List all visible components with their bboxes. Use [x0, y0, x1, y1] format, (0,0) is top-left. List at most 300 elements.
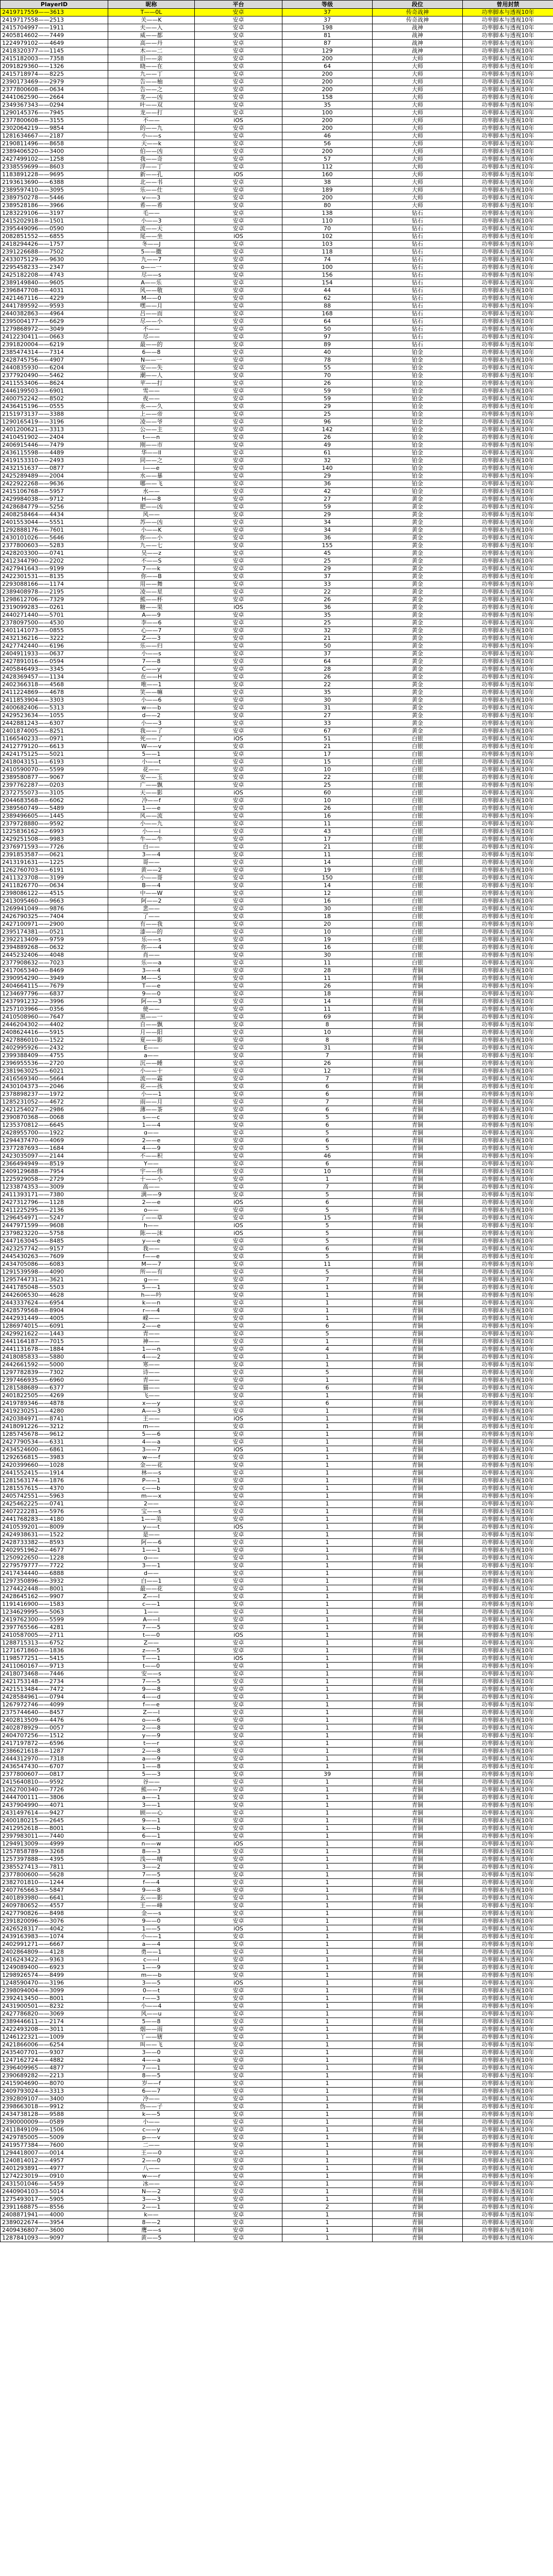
cell-level: 37 [282, 9, 373, 16]
cell-level: 1 [282, 2010, 373, 2018]
table-row [1, 2196, 553, 2204]
cell-platform: 安卓 [195, 1183, 282, 1191]
cell-rank: 青铜 [373, 1802, 463, 1809]
cell-rank: 青铜 [373, 1809, 463, 1817]
cell-rank: 白银 [373, 936, 463, 944]
cell-level: 1 [282, 1616, 373, 1624]
cell-platform: 安卓 [195, 1214, 282, 1222]
cell-platform: 安卓 [195, 2196, 282, 2204]
cell-ban-reason: 功率脚本与透视10年 [463, 1477, 553, 1485]
cell-platform: iOS [195, 171, 282, 179]
cell-rank: 青铜 [373, 1454, 463, 1462]
cell-nickname: 吴——z [108, 550, 195, 557]
cell-platform: 安卓 [195, 1083, 282, 1091]
cell-rank: 青铜 [373, 1585, 463, 1593]
table-row [1, 465, 553, 472]
cell-nickname: 华——ll [108, 449, 195, 457]
cell-platform: 安卓 [195, 681, 282, 689]
cell-platform: 安卓 [195, 426, 282, 434]
cell-platform: 安卓 [195, 1601, 282, 1608]
cell-platform: 安卓 [195, 1245, 282, 1253]
cell-player-id: 1234697796——6837 [1, 990, 108, 998]
cell-level: 6 [282, 1323, 373, 1330]
table-row [1, 751, 553, 758]
cell-nickname: 烟——雨 [108, 2026, 195, 2033]
cell-ban-reason: 功率脚本与透视10年 [463, 1153, 553, 1160]
cell-platform: 安卓 [195, 1724, 282, 1732]
cell-platform: 安卓 [195, 132, 282, 140]
cell-platform: iOS [195, 1230, 282, 1238]
cell-nickname: 安——玉 [108, 774, 195, 782]
cell-platform: 安卓 [195, 1701, 282, 1709]
cell-level: 32 [282, 627, 373, 635]
table-row [1, 588, 553, 596]
cell-level: 1 [282, 1523, 373, 1531]
table-row [1, 1778, 553, 1786]
cell-platform: 安卓 [195, 1299, 282, 1307]
cell-platform: 安卓 [195, 1670, 282, 1678]
cell-nickname: 尽——s [108, 272, 195, 279]
cell-level: 61 [282, 449, 373, 457]
cell-ban-reason: 功率脚本与透视10年 [463, 1724, 553, 1732]
cell-player-id: 2390689282——2213 [1, 2072, 108, 2080]
cell-platform: 安卓 [195, 1392, 282, 1400]
table-row [1, 71, 553, 78]
cell-nickname: 5——1 [108, 1284, 195, 1292]
cell-player-id: 2425182208——4743 [1, 272, 108, 279]
cell-ban-reason: 功率脚本与透视10年 [463, 2234, 553, 2242]
cell-platform: 安卓 [195, 1918, 282, 1925]
cell-platform: 安卓 [195, 851, 282, 859]
cell-rank: 青铜 [373, 967, 463, 975]
table-row [1, 990, 553, 998]
cell-ban-reason: 功率脚本与透视10年 [463, 1160, 553, 1168]
cell-ban-reason: 功率脚本与透视10年 [463, 1964, 553, 1972]
cell-rank: 钻石 [373, 295, 463, 302]
cell-player-id: 1281557615——4370 [1, 1485, 108, 1493]
cell-platform: 安卓 [195, 2033, 282, 2041]
cell-ban-reason: 功率脚本与透视10年 [463, 1871, 553, 1879]
cell-player-id: 2419577384——7600 [1, 2142, 108, 2149]
cell-nickname: a——4 [108, 1941, 195, 1948]
table-row [1, 302, 553, 310]
cell-rank: 青铜 [373, 1562, 463, 1570]
cell-platform: 安卓 [195, 1307, 282, 1315]
cell-platform: 安卓 [195, 1717, 282, 1724]
cell-nickname: 牛——牛 [108, 836, 195, 843]
cell-rank: 青铜 [373, 2234, 463, 2242]
cell-rank: 铂金 [373, 387, 463, 395]
cell-nickname: y——e [108, 1238, 195, 1245]
cell-ban-reason: 功率脚本与透视10年 [463, 1083, 553, 1091]
cell-rank: 青铜 [373, 1052, 463, 1060]
cell-player-id: 2377800608——0634 [1, 86, 108, 94]
cell-ban-reason: 功率脚本与透视10年 [463, 2204, 553, 2211]
cell-nickname: 公——主 [108, 426, 195, 434]
cell-player-id: 2434738128——9588 [1, 2111, 108, 2119]
table-row [1, 627, 553, 635]
table-row [1, 1261, 553, 1268]
cell-ban-reason: 功率脚本与透视10年 [463, 1284, 553, 1292]
table-row [1, 2180, 553, 2188]
cell-player-id: 2378097500——4530 [1, 619, 108, 627]
cell-rank: 青铜 [373, 1284, 463, 1292]
cell-nickname: 不—— [108, 326, 195, 333]
cell-rank: 黄金 [373, 704, 463, 712]
cell-rank: 大师 [373, 94, 463, 101]
cell-level: 1 [282, 1748, 373, 1755]
cell-rank: 青铜 [373, 2180, 463, 2188]
cell-level: 25 [282, 782, 373, 789]
cell-nickname: 的——九 [108, 125, 195, 132]
cell-nickname: 4——9 [108, 1145, 195, 1153]
cell-platform: 安卓 [195, 1809, 282, 1817]
cell-player-id: 1183891228——9695 [1, 171, 108, 179]
cell-player-id: 2406915446——7479 [1, 442, 108, 449]
cell-level: 5 [282, 1129, 373, 1137]
cell-ban-reason: 功率脚本与透视10年 [463, 1624, 553, 1632]
cell-rank: 大师 [373, 117, 463, 125]
table-row [1, 16, 553, 24]
cell-rank: 青铜 [373, 2188, 463, 2196]
table-row [1, 357, 553, 364]
cell-platform: 安卓 [195, 1531, 282, 1539]
cell-nickname: 尽—— [108, 333, 195, 341]
cell-player-id: 2408624416——5915 [1, 1029, 108, 1037]
cell-level: 1 [282, 1655, 373, 1663]
cell-level: 30 [282, 905, 373, 913]
table-row [1, 202, 553, 210]
cell-rank: 青铜 [373, 982, 463, 990]
cell-level: 10 [282, 1029, 373, 1037]
cell-player-id: 2412779120——6613 [1, 743, 108, 751]
cell-rank: 青铜 [373, 1013, 463, 1021]
cell-nickname: 同——之 [108, 457, 195, 465]
cell-player-id: 2428733382——8593 [1, 1539, 108, 1547]
cell-platform: 安卓 [195, 78, 282, 86]
cell-nickname: 你——小 [108, 534, 195, 542]
cell-rank: 青铜 [373, 1106, 463, 1114]
cell-level: 87 [282, 40, 373, 47]
cell-platform: 安卓 [195, 727, 282, 735]
cell-player-id: 2421467116——4229 [1, 295, 108, 302]
cell-platform: 安卓 [195, 913, 282, 921]
cell-rank: 青铜 [373, 2026, 463, 2033]
cell-nickname: 冷——f [108, 797, 195, 805]
cell-player-id: 2279579777——7722 [1, 1562, 108, 1570]
cell-level: 1 [282, 1701, 373, 1709]
cell-ban-reason: 功率脚本与透视10年 [463, 573, 553, 581]
cell-ban-reason: 功率脚本与透视10年 [463, 1562, 553, 1570]
cell-nickname: H——8 [108, 496, 195, 503]
cell-level: 1 [282, 1956, 373, 1964]
table-row [1, 2003, 553, 2010]
cell-rank: 青铜 [373, 1493, 463, 1500]
cell-nickname: w——r [108, 2173, 195, 2180]
cell-player-id: 2404911933——0637 [1, 650, 108, 658]
cell-player-id: 2412230411——0663 [1, 333, 108, 341]
cell-platform: iOS [195, 1523, 282, 1531]
cell-platform: 安卓 [195, 1608, 282, 1616]
cell-nickname: 用——舞 [108, 581, 195, 588]
cell-nickname: 3——2 [108, 1863, 195, 1871]
cell-platform: 安卓 [195, 40, 282, 47]
cell-level: 1 [282, 1392, 373, 1400]
cell-rank: 白银 [373, 805, 463, 812]
cell-player-id: 2419230251——4280 [1, 1408, 108, 1415]
cell-level: 50 [282, 642, 373, 650]
cell-player-id: 2436547430——6707 [1, 1763, 108, 1771]
table-row [1, 1029, 553, 1037]
cell-player-id: 2382701810——1244 [1, 1879, 108, 1887]
table-row [1, 101, 553, 109]
cell-nickname: 1——4 [108, 1122, 195, 1129]
cell-nickname: 小——3 [108, 217, 195, 225]
cell-level: 200 [282, 78, 373, 86]
cell-ban-reason: 功率脚本与透视10年 [463, 1129, 553, 1137]
cell-rank: 黄金 [373, 712, 463, 720]
cell-ban-reason: 功率脚本与透视10年 [463, 1369, 553, 1377]
cell-ban-reason: 功率脚本与透视10年 [463, 1778, 553, 1786]
cell-nickname: 嵘—— [108, 1315, 195, 1323]
cell-ban-reason: 功率脚本与透视10年 [463, 1632, 553, 1639]
cell-rank: 铂金 [373, 442, 463, 449]
cell-level: 1 [282, 1608, 373, 1616]
table-row [1, 612, 553, 619]
cell-ban-reason: 功率脚本与透视10年 [463, 1268, 553, 1276]
cell-player-id: 2082851552——6855 [1, 233, 108, 241]
table-row [1, 457, 553, 465]
cell-nickname: 哪——飞 [108, 480, 195, 488]
cell-nickname: 黄——5 [108, 2234, 195, 2242]
cell-platform: 安卓 [195, 272, 282, 279]
table-row [1, 658, 553, 666]
cell-platform: 安卓 [195, 1137, 282, 1145]
cell-rank: 青铜 [373, 1941, 463, 1948]
table-row [1, 264, 553, 272]
cell-nickname: f——e [108, 1253, 195, 1261]
cell-level: 27 [282, 712, 373, 720]
cell-nickname: 黑——一 [108, 1013, 195, 1021]
table-row [1, 1508, 553, 1516]
cell-nickname: 王—— [108, 1415, 195, 1423]
cell-level: 25 [282, 619, 373, 627]
table-row [1, 1377, 553, 1384]
cell-player-id: 2402813509——4476 [1, 1717, 108, 1724]
cell-rank: 青铜 [373, 2072, 463, 2080]
cell-ban-reason: 功率脚本与透视10年 [463, 1956, 553, 1964]
cell-ban-reason: 功率脚本与透视10年 [463, 1431, 553, 1438]
cell-rank: 白银 [373, 782, 463, 789]
cell-nickname: t——0 [108, 1632, 195, 1639]
cell-player-id: 2415704997——1911 [1, 24, 108, 32]
cell-level: 1 [282, 1817, 373, 1825]
table-row [1, 2095, 553, 2103]
cell-player-id: 2378898237——1972 [1, 1091, 108, 1098]
table-row [1, 534, 553, 542]
cell-nickname: g—— [108, 1276, 195, 1284]
cell-player-id: 1249089400——6923 [1, 1964, 108, 1972]
cell-level: 1 [282, 1284, 373, 1292]
cell-nickname: x——y [108, 1400, 195, 1408]
cell-level: 1 [282, 1469, 373, 1477]
cell-ban-reason: 功率脚本与透视10年 [463, 71, 553, 78]
cell-ban-reason: 功率脚本与透视10年 [463, 1323, 553, 1330]
cell-nickname: a—— [108, 1052, 195, 1060]
cell-nickname: 4——2 [108, 1353, 195, 1361]
cell-ban-reason: 功率脚本与透视10年 [463, 55, 553, 63]
table-row [1, 1438, 553, 1446]
table-row [1, 1052, 553, 1060]
cell-platform: 安卓 [195, 534, 282, 542]
cell-level: 25 [282, 557, 373, 565]
cell-nickname: Z——3 [108, 635, 195, 642]
cell-level: 1 [282, 2180, 373, 2188]
cell-nickname: M——7 [108, 1261, 195, 1268]
cell-nickname: 金——s [108, 1910, 195, 1918]
table-row [1, 86, 553, 94]
cell-player-id: 2385474314——7314 [1, 349, 108, 357]
cell-ban-reason: 功率脚本与透视10年 [463, 1670, 553, 1678]
cell-platform: 安卓 [195, 1462, 282, 1469]
table-row [1, 1639, 553, 1647]
cell-player-id: 2426528317——4042 [1, 1925, 108, 1933]
cell-ban-reason: 功率脚本与透视10年 [463, 1547, 553, 1554]
table-row [1, 967, 553, 975]
cell-level: 55 [282, 364, 373, 372]
cell-level: 1 [282, 1570, 373, 1578]
cell-nickname: 3——1 [108, 1802, 195, 1809]
cell-ban-reason: 功率脚本与透视10年 [463, 851, 553, 859]
cell-level: 70 [282, 225, 373, 233]
cell-rank: 钻石 [373, 318, 463, 326]
header-level: 等级 [282, 1, 373, 9]
cell-nickname: 小——3 [108, 720, 195, 727]
cell-player-id: 2418320377——1145 [1, 47, 108, 55]
cell-nickname: r——4 [108, 1307, 195, 1315]
table-row [1, 1253, 553, 1261]
cell-ban-reason: 功率脚本与透视10年 [463, 1253, 553, 1261]
cell-player-id: 2420399660——1028 [1, 1462, 108, 1469]
table-row [1, 403, 553, 411]
cell-level: 1 [282, 2041, 373, 2049]
cell-ban-reason: 功率脚本与透视10年 [463, 279, 553, 287]
cell-ban-reason: 功率脚本与透视10年 [463, 387, 553, 395]
cell-platform: 安卓 [195, 210, 282, 217]
table-row [1, 874, 553, 882]
cell-ban-reason: 功率脚本与透视10年 [463, 434, 553, 442]
table-row [1, 573, 553, 581]
cell-ban-reason: 功率脚本与透视10年 [463, 333, 553, 341]
cell-nickname: 白——1 [108, 1578, 195, 1585]
cell-rank: 青铜 [373, 2057, 463, 2064]
table-row [1, 1894, 553, 1902]
cell-level: 97 [282, 333, 373, 341]
cell-ban-reason: 功率脚本与透视10年 [463, 2227, 553, 2234]
cell-level: 26 [282, 805, 373, 812]
table-row [1, 2134, 553, 2142]
cell-ban-reason: 功率脚本与透视10年 [463, 882, 553, 890]
cell-rank: 青铜 [373, 1670, 463, 1678]
cell-platform: 安卓 [195, 140, 282, 148]
cell-platform: 安卓 [195, 1748, 282, 1755]
cell-rank: 青铜 [373, 1462, 463, 1469]
cell-platform: 安卓 [195, 897, 282, 905]
cell-rank: 钻石 [373, 333, 463, 341]
cell-player-id: 1281588689——6377 [1, 1384, 108, 1392]
table-row [1, 1338, 553, 1346]
cell-nickname: 3——1 [108, 1562, 195, 1570]
cell-platform: 安卓 [195, 1323, 282, 1330]
cell-rank: 黄金 [373, 650, 463, 658]
cell-rank: 青铜 [373, 1153, 463, 1160]
cell-level: 5 [282, 1238, 373, 1245]
table-row [1, 32, 553, 40]
table-row [1, 1423, 553, 1431]
cell-ban-reason: 功率脚本与透视10年 [463, 395, 553, 403]
cell-platform: 安卓 [195, 2103, 282, 2111]
cell-platform: 安卓 [195, 666, 282, 673]
cell-nickname: 8——5 [108, 2072, 195, 2080]
cell-player-id: 2429523634——1055 [1, 712, 108, 720]
cell-level: 1 [282, 2196, 373, 2204]
cell-ban-reason: 功率脚本与透视10年 [463, 1299, 553, 1307]
cell-rank: 青铜 [373, 1887, 463, 1894]
cell-ban-reason: 功率脚本与透视10年 [463, 758, 553, 766]
cell-platform: 安卓 [195, 1755, 282, 1763]
cell-ban-reason: 功率脚本与透视10年 [463, 1361, 553, 1369]
cell-level: 16 [282, 944, 373, 952]
table-row [1, 1037, 553, 1044]
table-row [1, 1848, 553, 1856]
cell-ban-reason: 功率脚本与透视10年 [463, 1809, 553, 1817]
cell-platform: 安卓 [195, 1778, 282, 1786]
cell-platform: 安卓 [195, 248, 282, 256]
cell-rank: 青铜 [373, 1608, 463, 1616]
cell-player-id: 2372755073——3105 [1, 789, 108, 797]
cell-platform: 安卓 [195, 982, 282, 990]
cell-rank: 青铜 [373, 2157, 463, 2165]
table-row [1, 1176, 553, 1183]
cell-platform: iOS [195, 233, 282, 241]
cell-rank: 青铜 [373, 1400, 463, 1408]
cell-rank: 青铜 [373, 1431, 463, 1438]
cell-level: 22 [282, 774, 373, 782]
table-row [1, 1871, 553, 1879]
cell-level: 11 [282, 1006, 373, 1013]
cell-nickname: 9——8 [108, 1887, 195, 1894]
cell-player-id: 2389406520——3400 [1, 148, 108, 156]
cell-level: 27 [282, 496, 373, 503]
cell-platform: 安卓 [195, 101, 282, 109]
cell-level: 102 [282, 233, 373, 241]
cell-nickname: 在——H [108, 673, 195, 681]
table-row [1, 55, 553, 63]
cell-rank: 青铜 [373, 975, 463, 982]
cell-rank: 白银 [373, 836, 463, 843]
cell-level: 78 [282, 357, 373, 364]
cell-platform: iOS [195, 604, 282, 612]
cell-player-id: 1285745678——9612 [1, 1431, 108, 1438]
cell-level: 5 [282, 1114, 373, 1122]
cell-platform: 安卓 [195, 1693, 282, 1701]
cell-platform: 安卓 [195, 1423, 282, 1431]
table-row [1, 1238, 553, 1245]
cell-rank: 青铜 [373, 1261, 463, 1268]
cell-ban-reason: 功率脚本与透视10年 [463, 921, 553, 928]
cell-platform: 安卓 [195, 187, 282, 194]
cell-ban-reason: 功率脚本与透视10年 [463, 905, 553, 913]
